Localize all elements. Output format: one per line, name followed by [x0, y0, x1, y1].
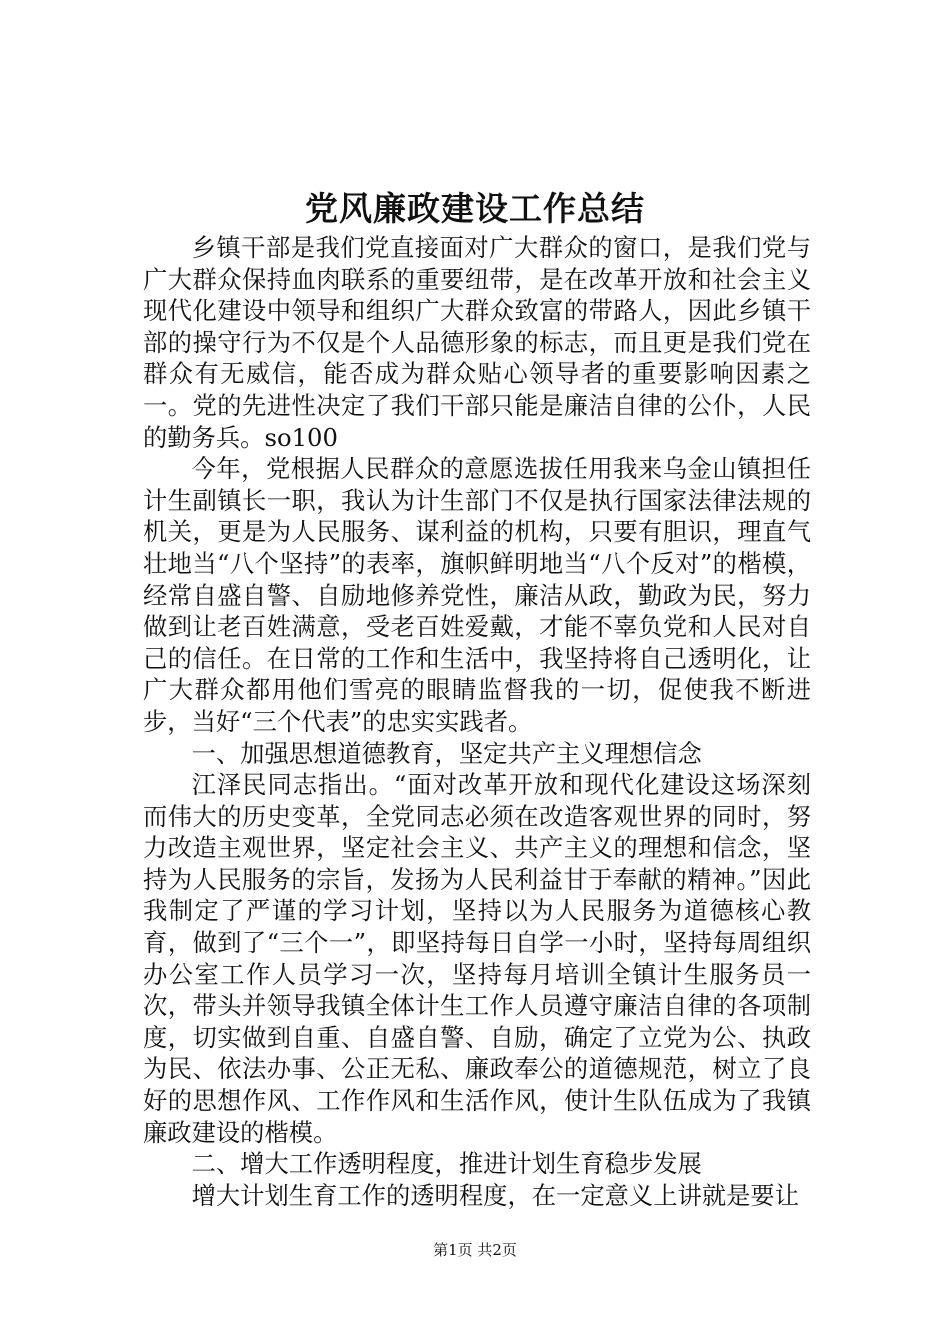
document-title: 党风廉政建设工作总结	[305, 189, 645, 228]
paragraph: 增大计划生育工作的透明程度，在一定意义上讲就是要让	[191, 1180, 800, 1210]
section-heading: 一、加强思想道德教育，坚定共产主义理想信念	[191, 738, 702, 768]
paragraph: 江泽民同志指出。“面对改革开放和现代化建设这场深刻而伟大的历史变革，全党同志必须在改造客观世界的同时，努力改造主观世界，坚定社会主义、共产主义的理想和信念，坚持为人民服务的宗旨，发扬为人民利益甘于奉献的精神。”因此我制定了严谨的学习计划，坚持以为人民服务为道德核心教育，做到了“三个一”，即坚持每日自学一小时，坚持每周组织办公室工作人员学习一次，坚持每月培训全镇计生服务员一次，带头并领导我镇全体计生工作人员遵守廉洁自律的各项制度，切实做到自重、自盛自警、自励，确定了立党为公、执政为民、依法办事、公正无私、廉政奉公的道德规范，树立了良好的思想作风、工作作风和生活作风，使计生队伍成为了我镇廉政建设的楷模。	[143, 770, 811, 1147]
page-footer: 第1页 共2页	[433, 1241, 517, 1259]
paragraph: 今年，党根据人民群众的意愿选拔任用我来乌金山镇担任计生副镇长一职，我认为计生部门不仅是执行国家法律法规的机关，更是为人民服务、谋利益的机构，只要有胆识，理直气壮地当“八个坚持”的表率，旗帜鲜明地当“八个反对”的楷模，经常自盛自警、自励地修养党性，廉洁从政，勤政为民，努力做到让老百姓满意，受老百姓爱戴，才能不辜负党和人民对自己的信任。在日常的工作和生活中，我坚持将自己透明化，让广大群众都用他们雪亮的眼睛监督我的一切，促使我不断进步，当好“三个代表”的忠实实践者。	[143, 454, 811, 736]
paragraph: 乡镇干部是我们党直接面对广大群众的窗口，是我们党与广大群众保持血肉联系的重要纽带，是在改革开放和社会主义现代化建设中领导和组织广大群众致富的带路人，因此乡镇干部的操守行为不仅是个人品德形象的标志，而且更是我们党在群众有无威信，能否成为群众贴心领导者的重要影响因素之一。党的先进性决定了我们干部只能是廉洁自律的公仆，人民的勤务兵。so100	[143, 233, 811, 452]
section-heading: 二、增大工作透明程度，推进计划生育稳步发展	[191, 1149, 702, 1179]
document-body	[143, 232, 811, 1211]
